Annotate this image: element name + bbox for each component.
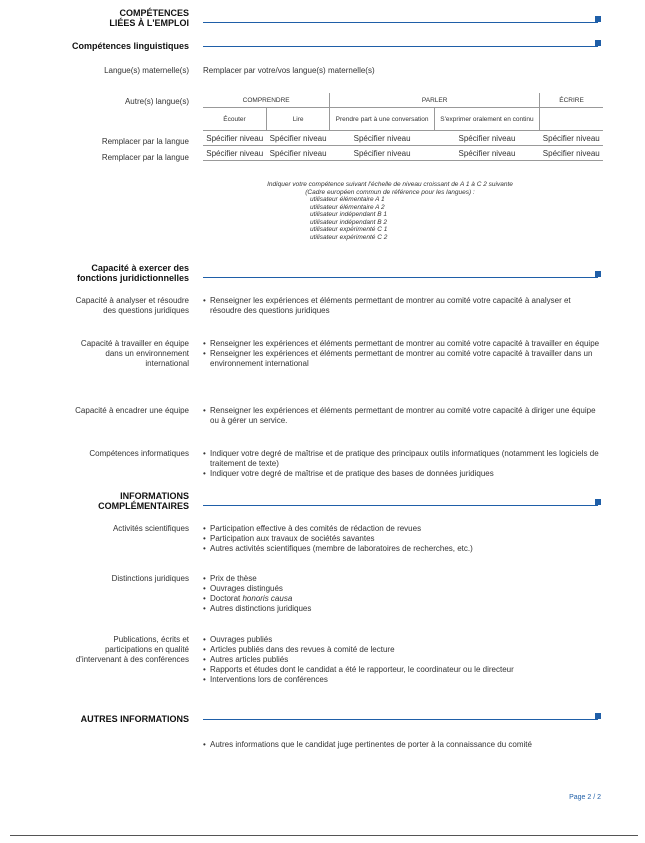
publications-list bbox=[203, 635, 603, 685]
autres-informations-list bbox=[203, 740, 603, 750]
section-marker bbox=[595, 713, 601, 719]
section-title-competences: COMPÉTENCES LIÉES À L'EMPLOI bbox=[109, 8, 189, 28]
list-item: • Ouvrages publiés bbox=[203, 635, 603, 645]
langue-row-label: Remplacer par la langue bbox=[101, 153, 189, 162]
section-title-capacite: Capacité à exercer des fonctions juridictionnelles bbox=[76, 263, 189, 283]
list-item: • Renseigner les expériences et éléments permettant de montrer au comité votre capacité à analyser et résoudre des questions juridiques bbox=[203, 296, 603, 316]
list-item: • Indiquer votre degré de maîtrise et de pratique des bases de données juridiques bbox=[203, 469, 603, 479]
publications-label: Publications, écrits et participations en qualité d'intervenant à des conférences bbox=[75, 635, 189, 664]
subheader-conversation: Prendre part à une conversation bbox=[330, 108, 435, 131]
list-item: • Autres informations que le candidat juge pertinentes de porter à la connaissance du comité bbox=[203, 740, 603, 750]
subheader-lire: Lire bbox=[266, 108, 329, 131]
list-item: • Ouvrages distingués bbox=[203, 584, 603, 594]
note-line: (Cadre européen commun de référence pour les langues) : bbox=[305, 188, 475, 196]
list-item: • Articles publiés dans des revues à comité de lecture bbox=[203, 645, 603, 655]
section-marker bbox=[595, 271, 601, 277]
section-marker bbox=[595, 16, 601, 22]
table-cell[interactable]: Spécifier niveau bbox=[434, 146, 539, 161]
list-item: • Prix de thèse bbox=[203, 574, 603, 584]
header-parler: PARLER bbox=[330, 93, 540, 108]
note-line: utilisateur expérimenté C 1 bbox=[310, 226, 388, 233]
capacite-encadrer-label: Capacité à encadrer une équipe bbox=[75, 406, 189, 415]
italic-term: honoris causa bbox=[242, 594, 293, 603]
list-item: • Doctorat honoris causa bbox=[203, 594, 603, 604]
list-item: • Autres distinctions juridiques bbox=[203, 604, 603, 614]
capacite-analyser-label: Capacité à analyser et résoudre des questions juridiques bbox=[75, 296, 189, 315]
table-cell[interactable]: Spécifier niveau bbox=[330, 131, 435, 146]
header-ecrire: ÉCRIRE bbox=[540, 93, 603, 108]
section-title-autres: AUTRES INFORMATIONS bbox=[80, 714, 189, 724]
list-item: • Renseigner les expériences et éléments permettant de montrer au comité votre capacité à travailler dans un environnement international bbox=[203, 349, 603, 369]
section-divider bbox=[203, 22, 598, 23]
section-marker bbox=[595, 40, 601, 46]
capacite-equipe-list bbox=[203, 339, 603, 369]
competences-informatiques-list bbox=[203, 449, 603, 479]
section-title-informations: INFORMATIONS COMPLÉMENTAIRES bbox=[98, 491, 189, 511]
langue-maternelle-value: Remplacer par votre/vos langue(s) maternelle(s) bbox=[203, 66, 375, 75]
subheader-continu: S'exprimer oralement en continu bbox=[434, 108, 539, 131]
section-title-linguistiques: Compétences linguistiques bbox=[71, 41, 189, 51]
note-line: utilisateur indépendant B 1 bbox=[310, 211, 387, 218]
list-item: • Renseigner les expériences et éléments permettant de montrer au comité votre capacité à travailler en équipe bbox=[203, 339, 603, 349]
activites-scientifiques-list bbox=[203, 524, 603, 554]
note-line: Indiquer votre compétence suivant l'échelle de niveau croissant de A 1 à C 2 suivante bbox=[267, 181, 513, 188]
note-line: utilisateur indépendant B 2 bbox=[310, 218, 387, 226]
capacite-encadrer-list bbox=[203, 406, 603, 426]
section-divider bbox=[203, 505, 598, 506]
page-number: Page 2 / 2 bbox=[569, 794, 601, 801]
table-cell[interactable]: Spécifier niveau bbox=[434, 131, 539, 146]
list-item: • Indiquer votre degré de maîtrise et de pratique des principaux outils informatiques (notamment les logiciels de traitement de texte) bbox=[203, 449, 603, 469]
section-marker bbox=[595, 499, 601, 505]
list-item: • Rapports et études dont le candidat a été le rapporteur, le coordinateur ou le directeur bbox=[203, 665, 603, 675]
note-line: utilisateur élémentaire A 1 bbox=[310, 196, 385, 203]
table-cell[interactable]: Spécifier niveau bbox=[203, 146, 266, 161]
list-item: • Autres articles publiés bbox=[203, 655, 603, 665]
table-cell[interactable]: Spécifier niveau bbox=[540, 131, 603, 146]
note-line: utilisateur élémentaire A 2 bbox=[310, 203, 385, 211]
section-divider bbox=[203, 277, 598, 278]
table-cell[interactable]: Spécifier niveau bbox=[266, 131, 329, 146]
langue-maternelle-label: Langue(s) maternelle(s) bbox=[104, 66, 189, 75]
note-line: utilisateur expérimenté C 2 bbox=[310, 233, 388, 241]
table-cell[interactable]: Spécifier niveau bbox=[203, 131, 266, 146]
section-divider bbox=[203, 46, 598, 47]
competences-informatiques-label: Compétences informatiques bbox=[89, 449, 189, 458]
table-cell[interactable]: Spécifier niveau bbox=[540, 146, 603, 161]
language-level-table bbox=[203, 93, 603, 161]
list-item: • Interventions lors de conférences bbox=[203, 675, 603, 685]
section-divider bbox=[203, 719, 598, 720]
table-cell[interactable]: Spécifier niveau bbox=[266, 146, 329, 161]
autres-langues-label: Autre(s) langue(s) bbox=[124, 97, 189, 106]
langue-row-label: Remplacer par la langue bbox=[101, 137, 189, 146]
list-item: • Participation effective à des comités de rédaction de revues bbox=[203, 524, 603, 534]
capacite-analyser-list bbox=[203, 296, 603, 316]
footer-divider bbox=[10, 835, 638, 836]
capacite-equipe-label: Capacité à travailler en équipe dans un environnement international bbox=[80, 339, 189, 368]
language-scale-note bbox=[230, 181, 550, 241]
distinctions-juridiques-list bbox=[203, 574, 603, 614]
list-item: • Participation aux travaux de sociétés savantes bbox=[203, 534, 603, 544]
subheader-ecouter: Écouter bbox=[223, 115, 246, 123]
list-item: • Renseigner les expériences et éléments permettant de montrer au comité votre capacité à diriger une équipe ou à gérer un service. bbox=[203, 406, 603, 426]
distinctions-juridiques-label: Distinctions juridiques bbox=[111, 574, 189, 583]
table-cell[interactable]: Spécifier niveau bbox=[330, 146, 435, 161]
activites-scientifiques-label: Activités scientifiques bbox=[112, 524, 189, 533]
header-comprendre: COMPRENDRE bbox=[203, 93, 330, 108]
list-item: • Autres activités scientifiques (membre de laboratoires de recherches, etc.) bbox=[203, 544, 603, 554]
